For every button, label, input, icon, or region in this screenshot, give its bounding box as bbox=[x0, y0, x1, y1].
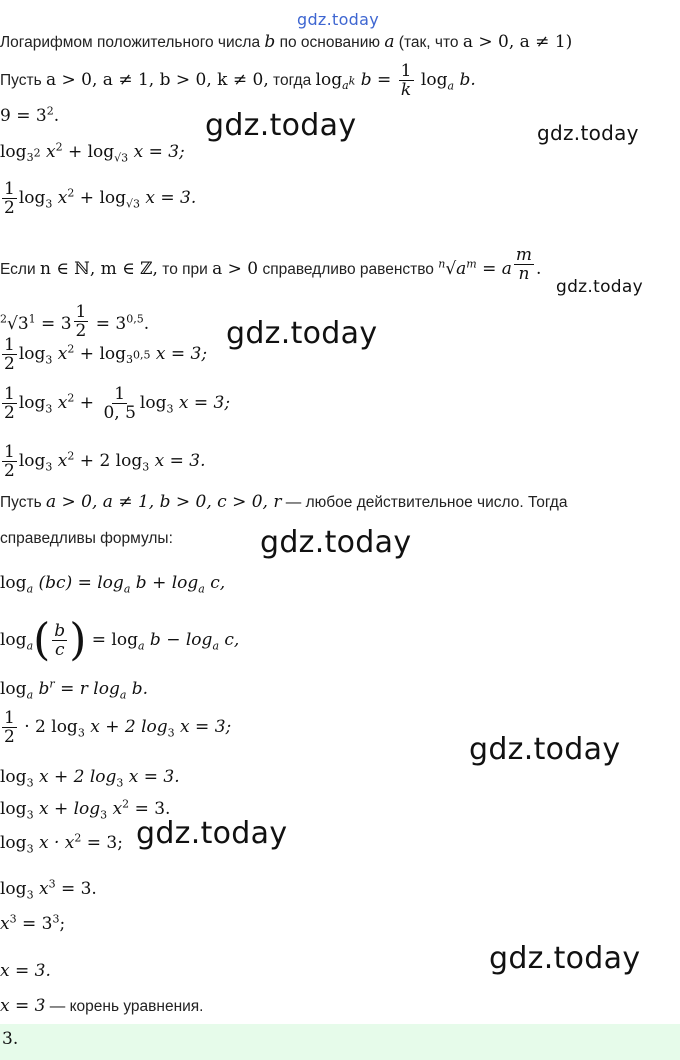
log-base-exponent: k bbox=[348, 74, 356, 88]
log-word: log bbox=[0, 767, 27, 787]
log-base-exponent: 0,5 bbox=[133, 348, 151, 362]
exponent: 0,5 bbox=[126, 312, 144, 326]
log-word: log bbox=[0, 833, 27, 853]
log-base: 3 bbox=[26, 151, 34, 165]
log-base: 3 bbox=[26, 842, 34, 856]
properties-lead: Пусть bbox=[0, 494, 42, 511]
watermark: gdz.today bbox=[205, 108, 357, 143]
watermark: gdz.today bbox=[537, 121, 639, 145]
log-base: a bbox=[26, 639, 34, 653]
log-word: log bbox=[18, 188, 46, 208]
answer-box bbox=[0, 1024, 680, 1060]
root-statement bbox=[0, 996, 204, 1017]
log-base: 3 bbox=[100, 808, 108, 822]
equation-step-5 bbox=[0, 443, 205, 480]
definition-line bbox=[0, 32, 572, 53]
variable-x: x bbox=[52, 188, 68, 208]
fraction-numerator: 1 bbox=[4, 384, 15, 404]
exponent: 3 bbox=[52, 912, 60, 926]
log-word: log bbox=[0, 573, 27, 593]
exponent: 2 bbox=[74, 831, 82, 845]
fraction-denominator: 2 bbox=[4, 354, 15, 374]
var-b: b bbox=[264, 32, 276, 52]
variable-x: x bbox=[52, 344, 68, 364]
fraction-one-over-half bbox=[101, 385, 137, 422]
log-base-exponent: 2 bbox=[33, 146, 41, 160]
equation-step-6 bbox=[0, 709, 231, 746]
left-paren: ( bbox=[33, 614, 51, 666]
exponent: m bbox=[466, 257, 477, 271]
log-base: a bbox=[342, 79, 349, 93]
log-word: log bbox=[0, 630, 27, 650]
log-base: √3 bbox=[114, 151, 129, 165]
solution-value: x = 3 bbox=[0, 996, 46, 1016]
quotient-rule-body: b − log bbox=[144, 630, 213, 650]
equation-9-equals-3-squared bbox=[0, 106, 59, 126]
equation-step-7 bbox=[0, 767, 180, 790]
definition-condition: a > 0, a ≠ 1) bbox=[462, 32, 573, 52]
product-rule bbox=[0, 573, 226, 596]
log-word: = log bbox=[86, 630, 138, 650]
fraction-denominator: k bbox=[400, 80, 412, 100]
log-base: 3 bbox=[167, 726, 175, 740]
fraction-numerator: 1 bbox=[4, 179, 15, 199]
variable-b: b bbox=[33, 679, 50, 699]
root-rule-tail: справедливо равенство bbox=[262, 261, 434, 278]
equation-solution: x = 3. bbox=[0, 961, 51, 981]
fraction-denominator: 2 bbox=[75, 321, 87, 341]
period: . bbox=[536, 259, 542, 279]
exponent: 3 bbox=[48, 877, 56, 891]
fraction-denominator: 2 bbox=[4, 727, 15, 747]
fraction-denominator: 0, 5 bbox=[103, 403, 136, 423]
log-base: a bbox=[123, 582, 131, 596]
log-word: log bbox=[18, 393, 46, 413]
variable-x: x bbox=[52, 393, 68, 413]
variable-x: x bbox=[52, 451, 68, 471]
properties-heading: справедливы формулы: bbox=[0, 530, 173, 547]
equation-step-3 bbox=[0, 336, 207, 373]
root-expression: √a bbox=[445, 259, 467, 279]
log-word: log bbox=[0, 879, 27, 899]
equation-tail: x = 3. bbox=[123, 767, 180, 787]
fraction-denominator: 2 bbox=[4, 403, 15, 423]
fraction-denominator: 2 bbox=[4, 461, 15, 481]
exponent: 2 bbox=[122, 797, 130, 811]
var-a: a bbox=[384, 32, 395, 52]
log-word: log bbox=[18, 344, 46, 364]
log-base: a bbox=[198, 582, 205, 596]
fraction-one-half bbox=[2, 336, 17, 373]
exponent-fraction bbox=[514, 246, 534, 283]
log-word: log bbox=[420, 70, 448, 90]
equation-body: x + 2 log bbox=[84, 717, 168, 737]
log-word: log bbox=[315, 70, 343, 90]
log-word: + log bbox=[62, 142, 115, 162]
equation-step-1 bbox=[0, 140, 185, 165]
log-base: 3 bbox=[166, 402, 174, 416]
log-word: log bbox=[18, 451, 46, 471]
power-rule bbox=[0, 677, 149, 702]
root-index: n bbox=[438, 257, 446, 271]
watermark: gdz.today bbox=[226, 316, 378, 351]
answer-value: 3. bbox=[2, 1029, 19, 1049]
fraction-numerator: 1 bbox=[114, 384, 126, 404]
semicolon: ; bbox=[59, 914, 66, 934]
root-rule-mid: то при bbox=[162, 261, 208, 278]
exponent: 2 bbox=[67, 449, 75, 463]
power-rule-line bbox=[0, 62, 476, 99]
variable-x: x bbox=[0, 914, 10, 934]
log-word: · 2 log bbox=[18, 717, 78, 737]
log-properties-intro bbox=[0, 492, 567, 513]
plus: + bbox=[74, 393, 100, 413]
watermark: gdz.today bbox=[260, 525, 412, 560]
log-base: a bbox=[119, 688, 127, 702]
fraction-numerator: 1 bbox=[4, 335, 15, 355]
root-rule-condition: n ∈ ℕ, m ∈ ℤ, bbox=[39, 259, 158, 279]
equation-body: x + 2 log bbox=[33, 767, 117, 787]
equation-tail: x = 3; bbox=[128, 142, 185, 162]
exponent: 2 bbox=[67, 391, 75, 405]
equation-body: x · x bbox=[33, 833, 75, 853]
quotient-rule bbox=[0, 614, 240, 666]
log-word: log bbox=[0, 799, 27, 819]
equation-step-4 bbox=[0, 385, 230, 422]
equation-step-11 bbox=[0, 914, 65, 934]
log-word: log bbox=[0, 142, 27, 162]
definition-text: Логарифмом положительного числа bbox=[0, 34, 261, 51]
variable-x: x bbox=[40, 142, 56, 162]
log-argument: b = bbox=[360, 70, 392, 90]
log-base: 3 bbox=[45, 353, 53, 367]
equation-step-2 bbox=[0, 180, 196, 217]
watermark: gdz.today bbox=[489, 941, 641, 976]
log-base: a bbox=[137, 639, 145, 653]
watermark: gdz.today bbox=[136, 816, 288, 851]
log-base: 3 bbox=[45, 460, 53, 474]
period: . bbox=[53, 106, 60, 126]
log-word: log bbox=[0, 679, 27, 699]
equation-root-of-3 bbox=[0, 303, 149, 340]
log-base: 3 bbox=[26, 888, 34, 902]
fraction-numerator: 1 bbox=[75, 302, 87, 322]
fraction-numerator: m bbox=[515, 245, 533, 265]
log-base: 3 bbox=[126, 353, 133, 367]
equation-step-10 bbox=[0, 877, 97, 902]
watermark-top: gdz.today bbox=[297, 10, 379, 29]
period: . bbox=[143, 314, 150, 334]
equation-body: x + log bbox=[33, 799, 101, 819]
equation-tail: = 3. bbox=[55, 879, 97, 899]
equals-3: = 3 bbox=[16, 914, 53, 934]
log-word: + log bbox=[74, 344, 126, 364]
equation-tail: x = 3; bbox=[173, 393, 231, 413]
exponent: 2 bbox=[46, 104, 54, 118]
log-base: 3 bbox=[45, 402, 53, 416]
fraction-numerator: 1 bbox=[4, 442, 15, 462]
fraction-numerator: 1 bbox=[400, 61, 412, 81]
equation-tail: = 3; bbox=[81, 833, 123, 853]
quotient-rule-tail: c, bbox=[219, 630, 240, 650]
log-word: + log bbox=[74, 188, 126, 208]
root-index: 2 bbox=[0, 312, 7, 326]
definition-tail: (так, что bbox=[398, 34, 459, 51]
power-rule-body: = r log bbox=[54, 679, 120, 699]
fraction-numerator: b bbox=[54, 621, 66, 641]
exponent: 1 bbox=[28, 312, 36, 326]
equals-3: = 3 bbox=[35, 314, 72, 334]
root-rule-line bbox=[0, 246, 541, 283]
root-expression: √3 bbox=[7, 314, 29, 334]
fraction-denominator: c bbox=[54, 640, 65, 660]
equation-step-9 bbox=[0, 831, 123, 856]
log-base: a bbox=[26, 688, 34, 702]
exponent-fraction bbox=[74, 303, 89, 340]
log-base: 3 bbox=[45, 197, 53, 211]
properties-condition: a > 0, a ≠ 1, b > 0, c > 0, r bbox=[45, 492, 282, 512]
fraction-one-half bbox=[2, 709, 17, 746]
fraction-one-half bbox=[2, 443, 17, 480]
root-rule-lead: Если bbox=[0, 261, 36, 278]
power-rule-then: тогда bbox=[273, 72, 312, 89]
log-word: log bbox=[139, 393, 167, 413]
fraction-numerator: 1 bbox=[4, 708, 15, 728]
log-word: + 2 log bbox=[74, 451, 143, 471]
variable-x: x bbox=[107, 799, 123, 819]
log-argument: b. bbox=[459, 70, 476, 90]
equation-tail: x = 3; bbox=[150, 344, 208, 364]
equation-tail: x = 3. bbox=[149, 451, 206, 471]
watermark: gdz.today bbox=[556, 277, 643, 297]
exponent: 3 bbox=[9, 912, 17, 926]
power-rule-tail: b. bbox=[126, 679, 149, 699]
exponent: 2 bbox=[67, 186, 75, 200]
log-base: a bbox=[447, 79, 455, 93]
fraction-denominator: 2 bbox=[4, 198, 15, 218]
watermark: gdz.today bbox=[469, 732, 621, 767]
log-base: a bbox=[26, 582, 34, 596]
log-base: √3 bbox=[126, 197, 141, 211]
equals-3: = 3 bbox=[90, 314, 127, 334]
log-base: 3 bbox=[77, 726, 85, 740]
exponent: 2 bbox=[55, 140, 63, 154]
variable-x: x bbox=[33, 879, 49, 899]
equals-a: = a bbox=[482, 259, 512, 279]
power-rule-condition: a > 0, a ≠ 1, b > 0, k ≠ 0, bbox=[45, 70, 269, 90]
fraction-1-k bbox=[399, 62, 414, 99]
root-rule-condition-2: a > 0 bbox=[212, 259, 259, 279]
root-statement-text: — корень уравнения. bbox=[45, 998, 204, 1015]
exponent: r bbox=[49, 677, 55, 691]
fraction-one-half bbox=[2, 180, 17, 217]
fraction-one-half bbox=[2, 385, 17, 422]
product-rule-body: b + log bbox=[130, 573, 199, 593]
log-base: 3 bbox=[116, 776, 124, 790]
product-rule-body: (bc) = log bbox=[33, 573, 124, 593]
fraction-b-over-c bbox=[52, 622, 67, 659]
product-rule-tail: c, bbox=[204, 573, 226, 593]
equation-tail: x = 3; bbox=[174, 717, 232, 737]
equation-tail: = 3. bbox=[129, 799, 171, 819]
fraction-denominator: n bbox=[518, 264, 530, 284]
definition-mid: по основанию bbox=[279, 34, 381, 51]
log-base: 3 bbox=[26, 776, 34, 790]
equation-tail: x = 3. bbox=[140, 188, 197, 208]
exponent: 2 bbox=[67, 342, 75, 356]
log-base: a bbox=[212, 639, 219, 653]
right-paren: ) bbox=[69, 614, 87, 666]
log-base: 3 bbox=[26, 808, 34, 822]
properties-tail: — любое действительное число. Тогда bbox=[285, 494, 568, 511]
log-base: 3 bbox=[142, 460, 150, 474]
equation-text: 9 = 3 bbox=[0, 106, 47, 126]
power-rule-lead: Пусть bbox=[0, 72, 42, 89]
